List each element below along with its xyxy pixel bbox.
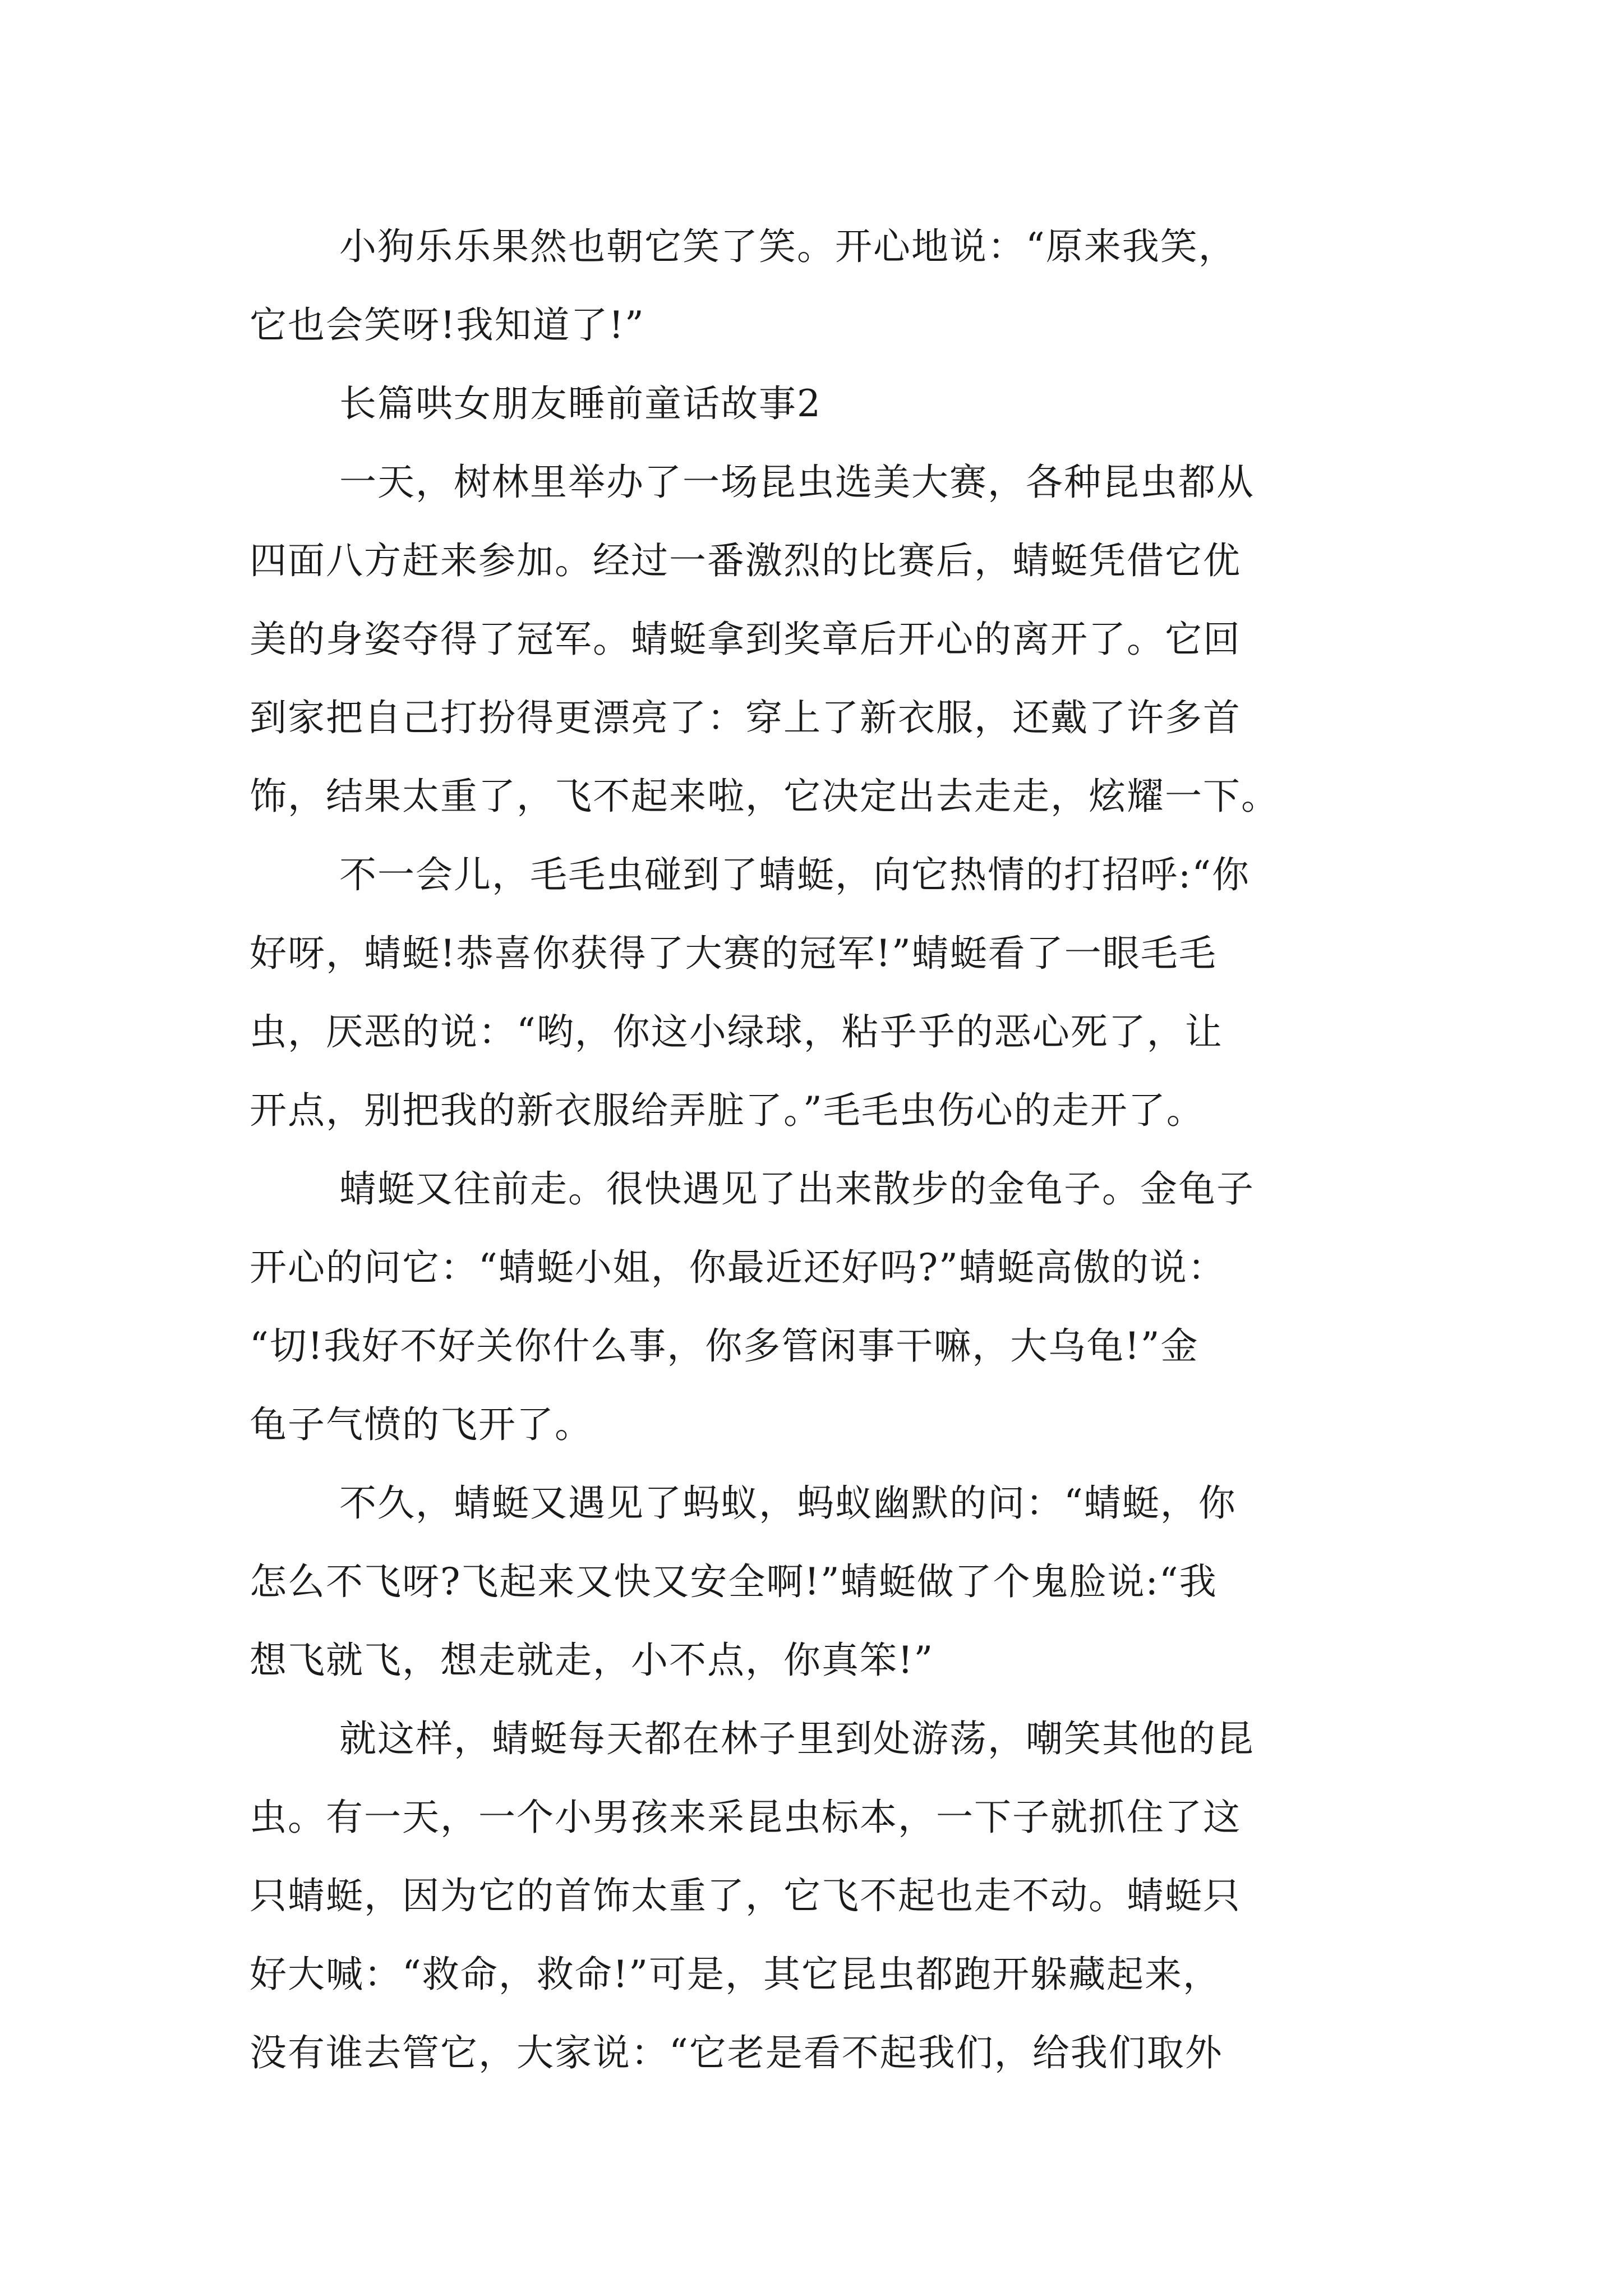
- paragraph-4: [250, 1150, 1377, 1464]
- paragraph-2: [250, 443, 1377, 836]
- text-line: 美的身姿夺得了冠军。蜻蜓拿到奖章后开心的离开了。它回: [250, 618, 1241, 661]
- text-line: 开心的问它：“蜻蜓小姐，你最近还好吗?”蜻蜓高傲的说：: [250, 1246, 1226, 1289]
- text-line: 就这样，蜻蜓每天都在林子里到处游荡，嘲笑其他的昆: [339, 1717, 1255, 1760]
- text-line: 蜻蜓又往前走。很快遇见了出来散步的金龟子。金龟子: [339, 1167, 1255, 1211]
- paragraph-3: [250, 836, 1377, 1150]
- story-title-text: 长篇哄女朋友睡前童话故事2: [339, 382, 822, 425]
- text-line: 怎么不飞呀?飞起来又快又安全啊!”蜻蜓做了个鬼脸说:“我: [250, 1560, 1218, 1603]
- paragraph-1: [250, 208, 1377, 365]
- text-line: 好大喊：“救命，救命!”可是，其它昆虫都跑开躲藏起来，: [250, 1953, 1221, 1996]
- text-line: 小狗乐乐果然也朝它笑了笑。开心地说：“原来我笑，: [339, 225, 1237, 268]
- text-line: 龟子气愤的飞开了。: [250, 1403, 593, 1446]
- text-line: 饰，结果太重了，飞不起来啦，它决定出去走走，炫耀一下。: [250, 775, 1279, 818]
- text-line: 好呀，蜻蜓!恭喜你获得了大赛的冠军!”蜻蜓看了一眼毛毛: [250, 932, 1217, 975]
- text-line: 开点，别把我的新衣服给弄脏了。”毛毛虫伤心的走开了。: [250, 1089, 1205, 1132]
- paragraph-6: [250, 1700, 1377, 2092]
- text-line: 它也会笑呀!我知道了!”: [250, 303, 645, 347]
- text-line: 没有谁去管它，大家说：“它老是看不起我们，给我们取外: [250, 2031, 1223, 2074]
- text-line: 虫，厌恶的说：“哟，你这小绿球，粘乎乎的恶心死了，让: [250, 1010, 1223, 1053]
- text-line: 不久，蜻蜓又遇见了蚂蚁，蚂蚁幽默的问：“蜻蜓，你: [339, 1481, 1237, 1525]
- story-title: [250, 365, 1377, 443]
- text-line: 到家把自己打扮得更漂亮了：穿上了新衣服，还戴了许多首: [250, 696, 1241, 739]
- text-line: 只蜻蜓，因为它的首饰太重了，它飞不起也走不动。蜻蜓只: [250, 1874, 1241, 1917]
- paragraph-5: [250, 1464, 1377, 1700]
- text-line: 一天，树林里举办了一场昆虫选美大赛，各种昆虫都从: [339, 461, 1255, 504]
- text-line: 想飞就飞，想走就走，小不点，你真笨!”: [250, 1639, 934, 1682]
- text-line: 虫。有一天，一个小男孩来采昆虫标本，一下子就抓住了这: [250, 1796, 1241, 1839]
- text-line: “切!我好不好关你什么事，你多管闲事干嘛，大乌龟!”金: [250, 1324, 1199, 1368]
- text-line: 四面八方赶来参加。经过一番激烈的比赛后，蜻蜓凭借它优: [250, 539, 1241, 582]
- text-line: 不一会儿，毛毛虫碰到了蜻蜓，向它热情的打招呼:“你: [339, 853, 1250, 896]
- document-body: [250, 208, 1377, 2092]
